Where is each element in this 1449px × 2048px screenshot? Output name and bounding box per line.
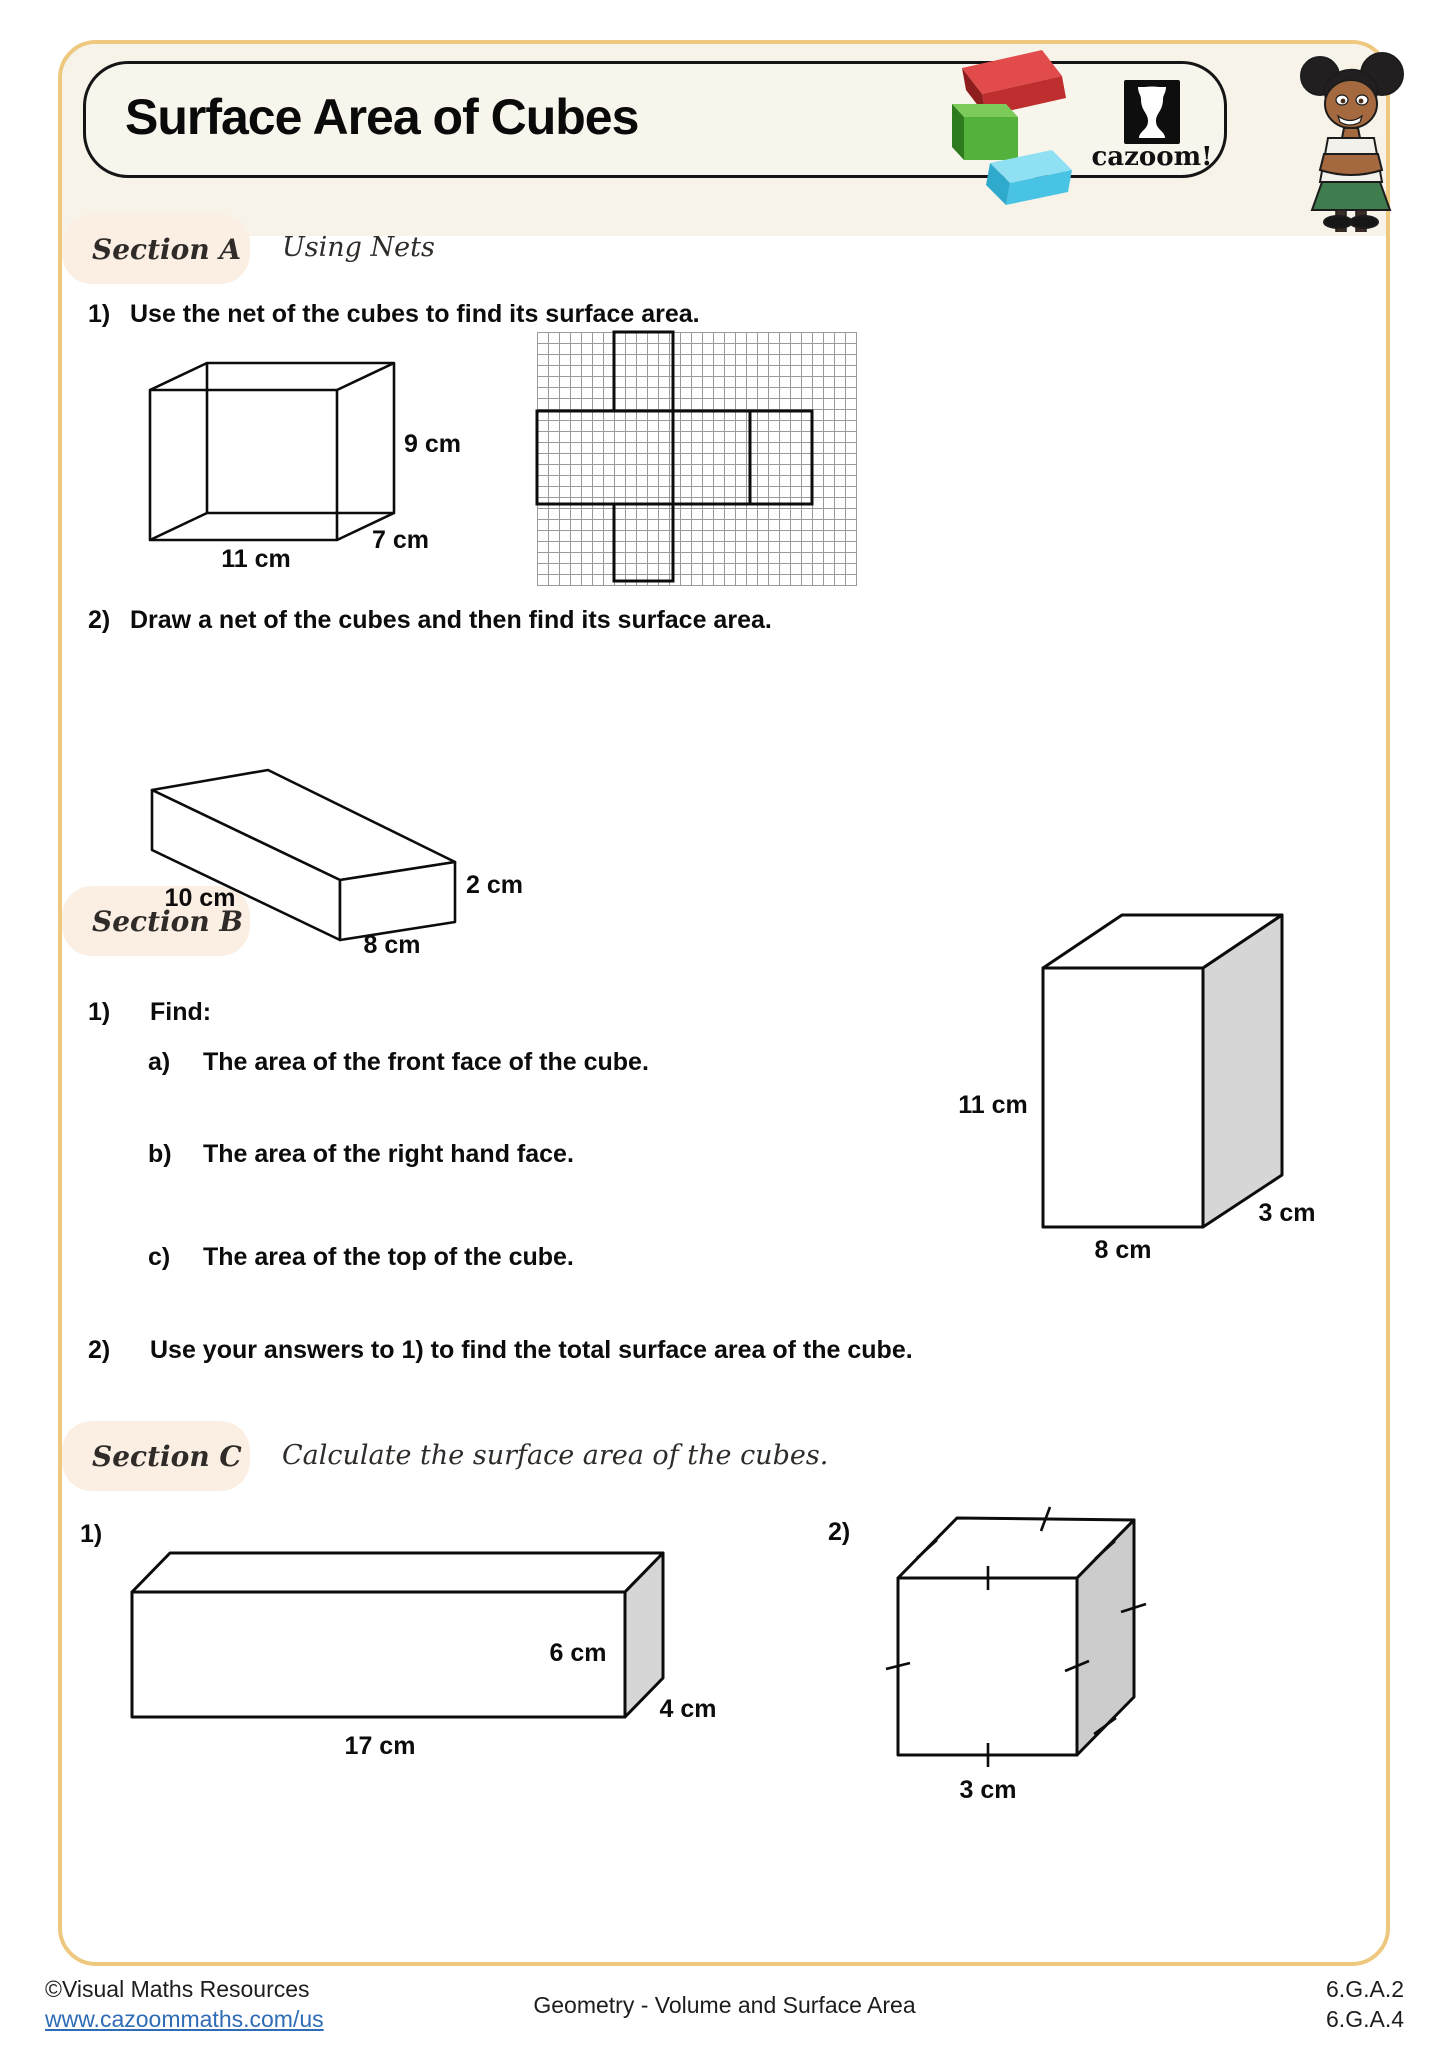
cuboid-a1-diagram bbox=[150, 363, 394, 540]
section-c-q1-number: 1) bbox=[80, 1520, 103, 1548]
cuboid-c1-height-label: 6 cm bbox=[549, 1639, 607, 1667]
cuboid-b-diagram bbox=[1043, 915, 1282, 1227]
cuboid-a1-height-label: 9 cm bbox=[404, 430, 461, 458]
footer-copyright: ©Visual Maths Resources bbox=[45, 1976, 310, 2002]
section-b-item-b-text: The area of the right hand face. bbox=[203, 1140, 574, 1168]
cube-c2-diagram bbox=[898, 1518, 1134, 1755]
cuboid-a1-width-label: 11 cm bbox=[221, 545, 291, 573]
cuboid-c1-diagram bbox=[132, 1553, 663, 1717]
cube-c2-side-label: 3 cm bbox=[959, 1776, 1017, 1804]
cuboid-c1-width-label: 17 cm bbox=[344, 1732, 416, 1760]
footer-standard-2: 6.G.A.4 bbox=[1326, 2006, 1404, 2032]
section-b-item-a-number: a) bbox=[148, 1048, 171, 1076]
section-b-label: Section B bbox=[92, 904, 244, 938]
section-a-q1-text: Use the net of the cubes to find its surface area. bbox=[130, 300, 700, 328]
section-b-q2-number: 2) bbox=[88, 1336, 111, 1364]
section-c-subtitle: Calculate the surface area of the cubes. bbox=[282, 1440, 829, 1471]
net-outline bbox=[537, 332, 812, 581]
cazoom-logo-text: cazoom! bbox=[1091, 142, 1213, 172]
section-b-q1-number: 1) bbox=[88, 998, 111, 1026]
cuboid-b-height-label: 11 cm bbox=[958, 1091, 1028, 1119]
cuboid-b-depth-label: 3 cm bbox=[1258, 1199, 1316, 1227]
footer-standard-1: 6.G.A.2 bbox=[1326, 1976, 1404, 2002]
section-a-label: Section A bbox=[92, 232, 242, 266]
section-b-item-c-text: The area of the top of the cube. bbox=[203, 1243, 574, 1271]
cuboid-c1-depth-label: 4 cm bbox=[659, 1695, 717, 1723]
section-c-q2-number: 2) bbox=[828, 1518, 851, 1546]
section-c-label: Section C bbox=[92, 1439, 242, 1473]
footer-url[interactable]: www.cazoommaths.com/us bbox=[45, 2006, 324, 2032]
cuboid-a2-depth-label: 8 cm bbox=[363, 931, 421, 959]
section-a-q2-text: Draw a net of the cubes and then find its surface area. bbox=[130, 606, 772, 634]
section-a-q1-number: 1) bbox=[88, 300, 111, 328]
section-a-q2-number: 2) bbox=[88, 606, 111, 634]
cuboid-b-width-label: 8 cm bbox=[1094, 1236, 1152, 1264]
section-b-item-c-number: c) bbox=[148, 1243, 171, 1271]
page-title: Surface Area of Cubes bbox=[125, 89, 639, 145]
section-b-item-b-number: b) bbox=[148, 1140, 172, 1168]
section-b-q1-text: Find: bbox=[150, 998, 212, 1026]
section-b-q2-text: Use your answers to 1) to find the total surface area of the cube. bbox=[150, 1336, 913, 1364]
cuboid-a2-diagram bbox=[152, 770, 455, 940]
cuboid-a2-height-label: 2 cm bbox=[466, 871, 523, 899]
section-a-subtitle: Using Nets bbox=[282, 232, 435, 263]
section-b-item-a-text: The area of the front face of the cube. bbox=[203, 1048, 649, 1076]
footer-center-text: Geometry - Volume and Surface Area bbox=[533, 1992, 916, 2018]
cuboid-a2-length-label: 10 cm bbox=[164, 884, 236, 912]
cuboid-a1-depth-label: 7 cm bbox=[372, 526, 429, 554]
